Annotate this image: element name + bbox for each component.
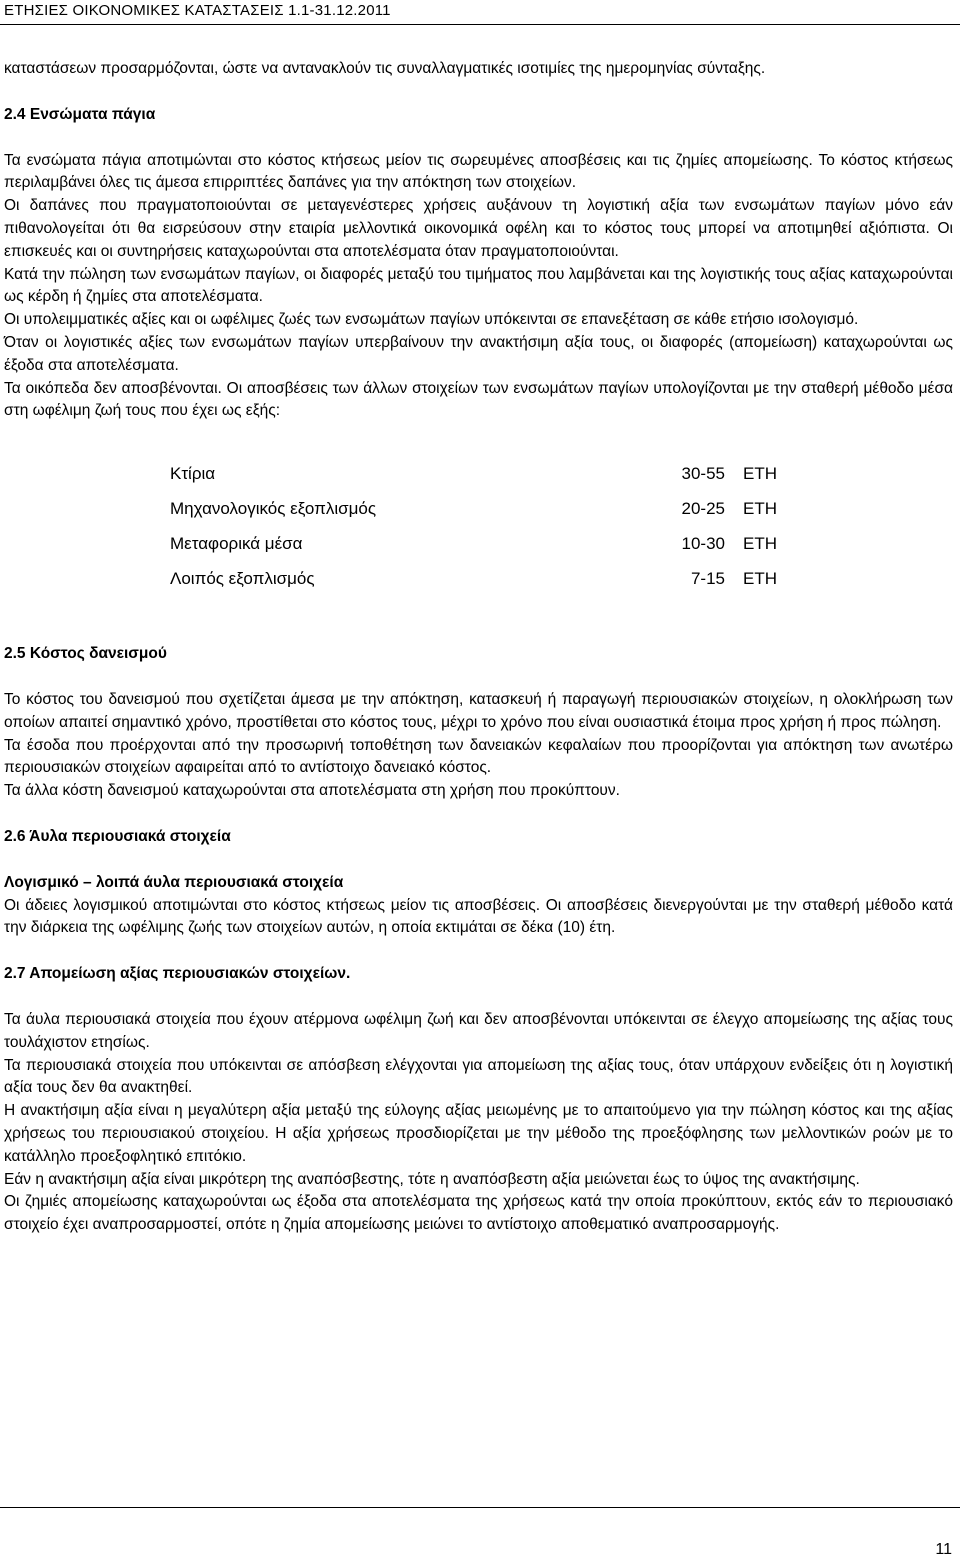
section-2-4-paragraph: Οι δαπάνες που πραγματοποιούνται σε μεταγενέστερες χρήσεις αυξάνουν τη λογιστική αξία των ενσωμάτων παγίων μόνο εάν πιθανολογείται ότι θα εισρεύσουν στην εταιρία μελλοντικά οικονομικά οφέλη και το κόστος τους μπορεί να αποτιμηθεί αξιόπιστα. Οι επισκευές και οι συντηρήσεις καταχωρούνται στα αποτελέσματα όταν πραγματοποιούνται. [4,197,953,260]
section-2-4-paragraph: Κατά την πώληση των ενσωμάτων παγίων, οι διαφορές μεταξύ του τιμήματος που λαμβάνεται και της λογιστικής τους αξίας καταχωρούνται ως κέρδη ή ζημίες στα αποτελέσματα. [4,265,953,306]
useful-life-years: 20-25 [681,499,725,519]
footer-divider [0,1507,960,1508]
table-row [170,492,777,527]
useful-life-table [170,457,777,597]
section-2-4-paragraph: Οι υπολειμματικές αξίες και οι ωφέλιμες ζωές των ενσωμάτων παγίων υπόκεινται σε επανεξέταση σε κάθε ετήσιο ισολογισμό. [4,311,859,329]
useful-life-years: 10-30 [681,534,725,554]
intro-paragraph: καταστάσεων προσαρμόζονται, ώστε να αντανακλούν τις συναλλαγματικές ισοτιμίες της ημερομηνίας σύνταξης. [4,60,766,77]
table-row [170,562,777,597]
section-2-5-paragraph: Το κόστος του δανεισμού που σχετίζεται άμεσα με την απόκτηση, κατασκευή ή παραγωγή περιουσιακών στοιχείων, η ολοκλήρωση των οποίων απαιτεί σημαντικό χρόνο, προστίθεται στο κόστος τους, μέχρι το χρόνο που είναι ουσιαστικά έτοιμα προς χρήση ή προς πώληση. [4,690,953,731]
section-2-5-paragraph: Τα έσοδα που προέρχονται από την προσωρινή τοποθέτηση των δανειακών κεφαλαίων που προορίζονται για απόκτηση των ανωτέρω περιουσιακών στοιχείων αφαιρείται από το αντίστοιχο δανειακό κόστος. [4,736,953,777]
table-row [170,527,777,562]
years-unit: ΕΤΗ [743,499,777,519]
section-2-4-paragraph: Τα ενσώματα πάγια αποτιμώνται στο κόστος κτήσεως μείον τις σωρευμένες αποσβέσεις και τις ζημίες απομείωσης. Το κόστος κτήσεως περιλαμβάνει όλες τις άμεσα επιρριπτέες δαπάνες για την απόκτηση των στοιχείων. [4,151,953,192]
document-body [4,58,953,1237]
asset-name: Μηχανολογικός εξοπλισμός [170,499,377,519]
table-row [170,457,777,492]
useful-life-years: 7-15 [690,569,725,589]
section-2-6-paragraph: Οι άδειες λογισμικού αποτιμώνται στο κόστος κτήσεως μείον τις αποσβέσεις. Οι αποσβέσεις διενεργούνται με την σταθερή μέθοδο κατά την διάρκεια της ωφέλιμης ζωής των στοιχείων αυτών, η οποία εκτιμάται σε δέκα (10) έτη. [4,896,953,937]
asset-name: Λοιπός εξοπλισμός [170,569,315,589]
section-2-7-paragraph: Τα περιουσιακά στοιχεία που υπόκεινται σε απόσβεση ελέγχονται για απομείωση της αξίας τους, όταν υπάρχουν ενδείξεις ότι η λογιστική αξία τους δεν θα ανακτηθεί. [4,1056,953,1097]
years-unit: ΕΤΗ [743,534,777,554]
years-unit: ΕΤΗ [743,464,777,484]
section-2-6-heading: 2.6 Άυλα περιουσιακά στοιχεία [4,827,231,845]
section-2-7-paragraph: Οι ζημιές απομείωσης καταχωρούνται ως έξοδα στα αποτελέσματα της χρήσεως κατά την οποία προκύπτουν, εκτός εάν το περιουσιακό στοιχείο έχει αναπροσαρμοστεί, οπότε η ζημία απομείωσης μειώνει το αντίστοιχο αποθεματικό αναπροσαρμογής. [4,1193,953,1234]
page-header-title: ΕΤΗΣΙΕΣ ΟΙΚΟΝΟΜΙΚΕΣ ΚΑΤΑΣΤΑΣΕΙΣ 1.1-31.12.2011 [4,2,391,19]
section-2-5-paragraph: Τα άλλα κόστη δανεισμού καταχωρούνται στα αποτελέσματα στη χρήση που προκύπτουν. [4,782,620,800]
section-2-5-heading: 2.5 Κόστος δανεισμού [4,645,167,663]
section-2-4-paragraph: Όταν οι λογιστικές αξίες των ενσωμάτων παγίων υπερβαίνουν την ανακτήσιμη αξία τους, οι διαφορές (απομείωση) καταχωρούνται ως έξοδα στα αποτελέσματα. [4,333,953,374]
useful-life-years: 30-55 [681,464,725,484]
asset-name: Κτίρια [170,464,216,484]
section-2-7-paragraph: Η ανακτήσιμη αξία είναι η μεγαλύτερη αξία μεταξύ της εύλογης αξίας μειωμένης με το απαιτούμενο για την πώληση κόστος και της αξίας χρήσεως του περιουσιακού στοιχείου. Η αξία χρήσεως προσδιορίζεται με την μέθοδο της προεξόφλησης των μελλοντικών ροών με το κατάλληλο προεξοφλητικό επιτόκιο. [4,1102,953,1165]
section-2-7-paragraph: Τα άυλα περιουσιακά στοιχεία που έχουν ατέρμονα ωφέλιμη ζωή και δεν αποσβένονται υπόκεινται σε έλεγχο απομείωσης της αξίας τους τουλάχιστον ετησίως. [4,1010,953,1051]
section-2-7-heading: 2.7 Απομείωση αξίας περιουσιακών στοιχείων. [4,965,351,983]
section-2-7-paragraph: Εάν η ανακτήσιμη αξία είναι μικρότερη της αναπόσβεστης, τότε η αναπόσβεστη αξία μειώνεται έως το ύψος της ανακτήσιμης. [4,1170,860,1188]
page-number: 11 [935,1541,952,1558]
header-divider [0,24,960,25]
years-unit: ΕΤΗ [743,569,777,589]
section-2-6-subheading: Λογισμικό – λοιπά άυλα περιουσιακά στοιχεία [4,873,344,891]
section-2-4-paragraph: Τα οικόπεδα δεν αποσβένονται. Οι αποσβέσεις των άλλων στοιχείων των ενσωμάτων παγίων υπολογίζονται με την σταθερή μέθοδο μέσα στη ωφέλιμη ζωή τους που έχει ως εξής: [4,379,953,420]
section-2-4-heading: 2.4 Ενσώματα πάγια [4,105,156,123]
asset-name: Μεταφορικά μέσα [170,534,303,554]
